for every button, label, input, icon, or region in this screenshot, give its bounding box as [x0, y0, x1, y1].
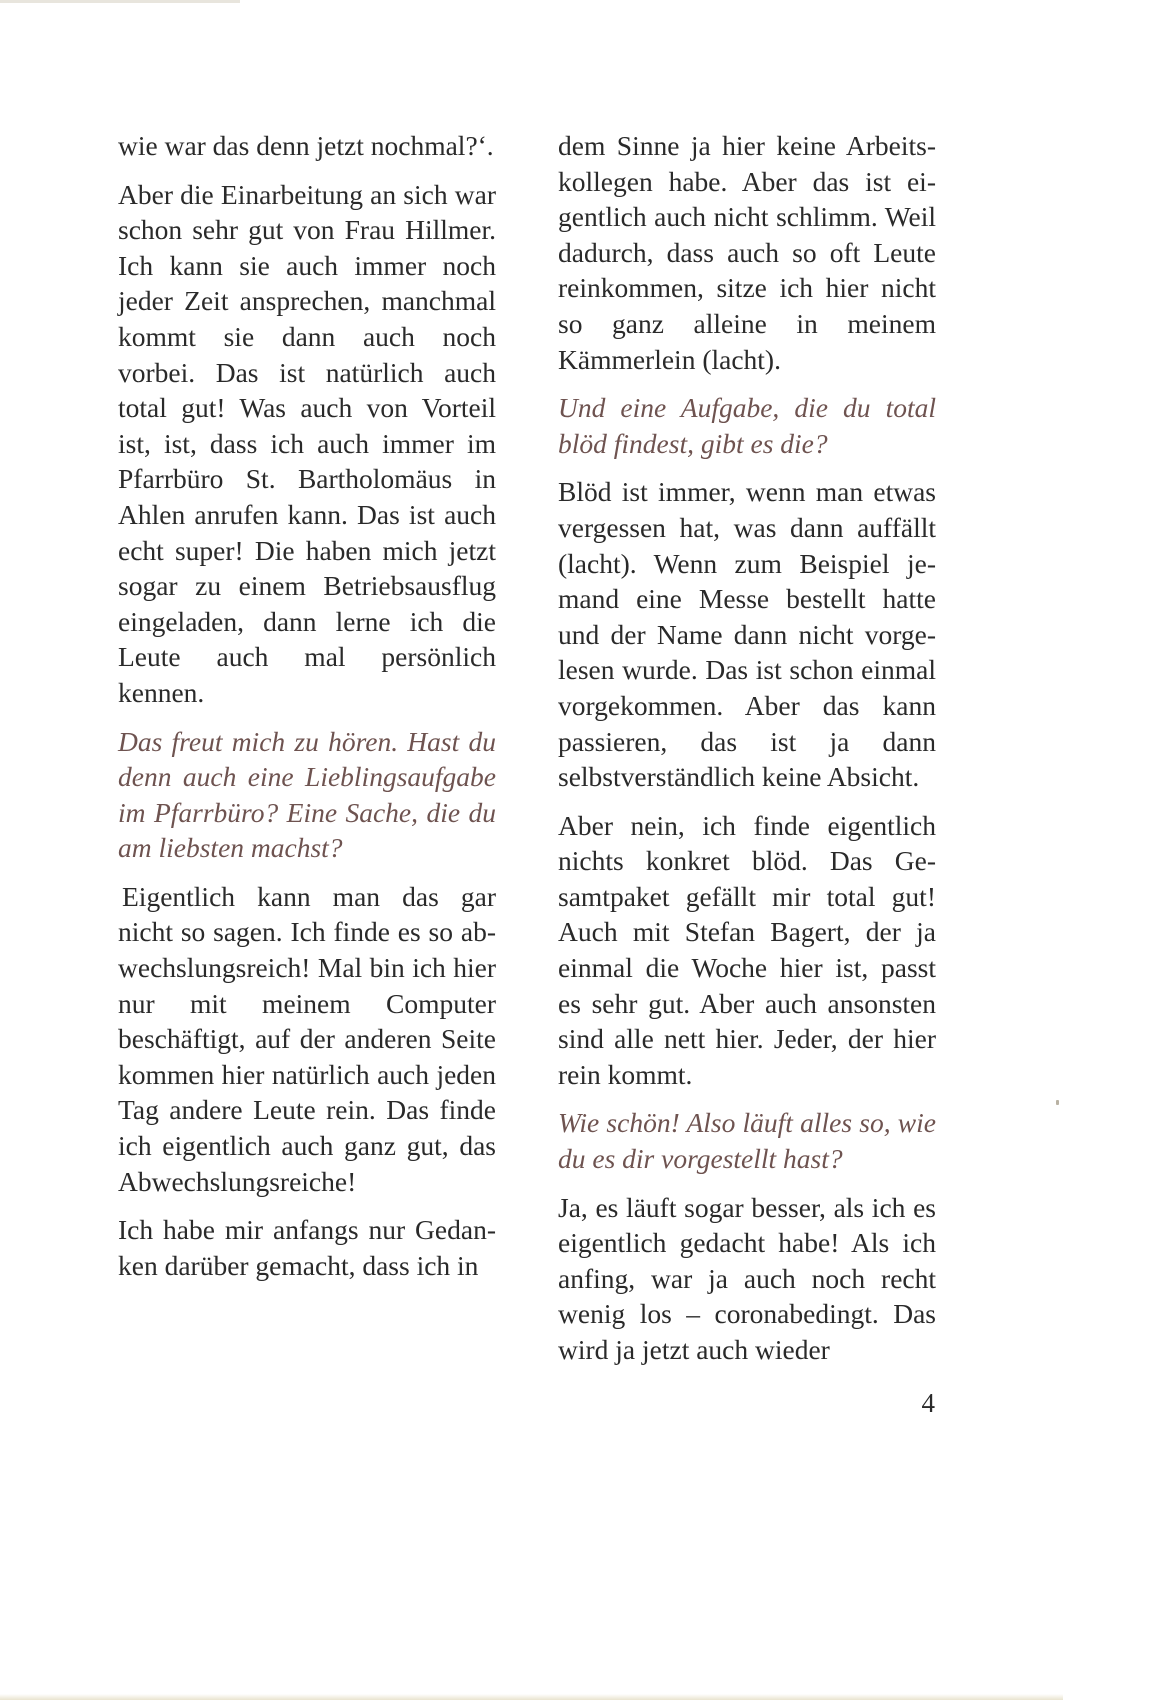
left-column — [118, 128, 496, 1296]
scan-artifact-top — [0, 0, 240, 3]
interview-question: Und eine Aufgabe, die du total blöd findest, gibt es die? — [558, 392, 936, 459]
answer-paragraph: Ja, es läuft sogar besser, als ich es eigentlich gedacht habe! Als ich anfing, war ja auch noch recht wenig los – coronabedingt. Das wird ja jetzt auch wieder — [558, 1191, 936, 1365]
interview-question: Wie schön! Also läuft alles so, wie du es dir vorgestellt hast? — [558, 1107, 936, 1175]
answer-paragraph: Eigentlich kann man das gar nicht so sagen. Ich finde es so abwechslungsreich! Mal bin ich hier nur mit meinem Computer beschäftigt, auf der anderen Seite kommen hier natürlich auch jeden Tag andere Leute rein. Das finde ich eigentlich auch ganz gut, das Abwechslungsreiche! — [118, 880, 496, 1197]
answer-paragraph: wie war das denn jetzt nochmal?‘. — [118, 130, 494, 161]
answer-paragraph: Blöd ist immer, wenn man etwas vergessen hat, was dann auffällt (lacht). Wenn zum Beispiel jemand eine Messe bestellt hatte und der Name dann nicht vorgelesen wurde. Das ist schon einmal vorgekommen. Aber das kann passieren, das ist ja dann selbstverständlich keine Absicht. — [558, 476, 936, 793]
page-number: 4 — [921, 1388, 935, 1418]
interview-question: Das freut mich zu hören. Hast du denn auch eine Lieblingsaufgabe im Pfarrbüro? Eine Sache, die du am liebsten machst? — [118, 725, 496, 864]
scan-speck — [1056, 1100, 1059, 1105]
answer-paragraph: Aber nein, ich finde eigentlich nichts konkret blöd. Das Gesamtpaket gefällt mir total gut! Auch mit Stefan Bagert, der ja einmal die Woche hier ist, passt es sehr gut. Aber auch ansonsten sind alle nett hier. Jeder, der hier rein kommt. — [558, 809, 936, 1090]
answer-paragraph: dem Sinne ja hier keine Arbeitskollegen habe. Aber das ist eigentlich auch nicht schlimm. Weil dadurch, dass auch so oft Leute reinkommen, sitze ich hier nicht so ganz alleine in meinem Kämmerlein (lacht). — [558, 130, 936, 375]
answer-paragraph: Ich habe mir anfangs nur Gedanken darüber gemacht, dass ich in — [118, 1214, 496, 1281]
right-column — [558, 128, 936, 1381]
scan-artifact-bottom — [0, 1694, 1063, 1700]
answer-paragraph: Aber die Einarbeitung an sich war schon sehr gut von Frau Hillmer. Ich kann sie auch immer noch jeder Zeit ansprechen, manchmal kommt sie dann auch noch vorbei. Das ist natürlich auch total gut! Was auch von Vorteil ist, ist, dass ich auch immer im Pfarrbüro St. Bartholomäus in Ahlen anrufen kann. Das ist auch echt super! Die haben mich jetzt sogar zu einem Betriebsausflug eingeladen, dann lerne ich die Leute auch mal persönlich kennen. — [118, 178, 496, 708]
